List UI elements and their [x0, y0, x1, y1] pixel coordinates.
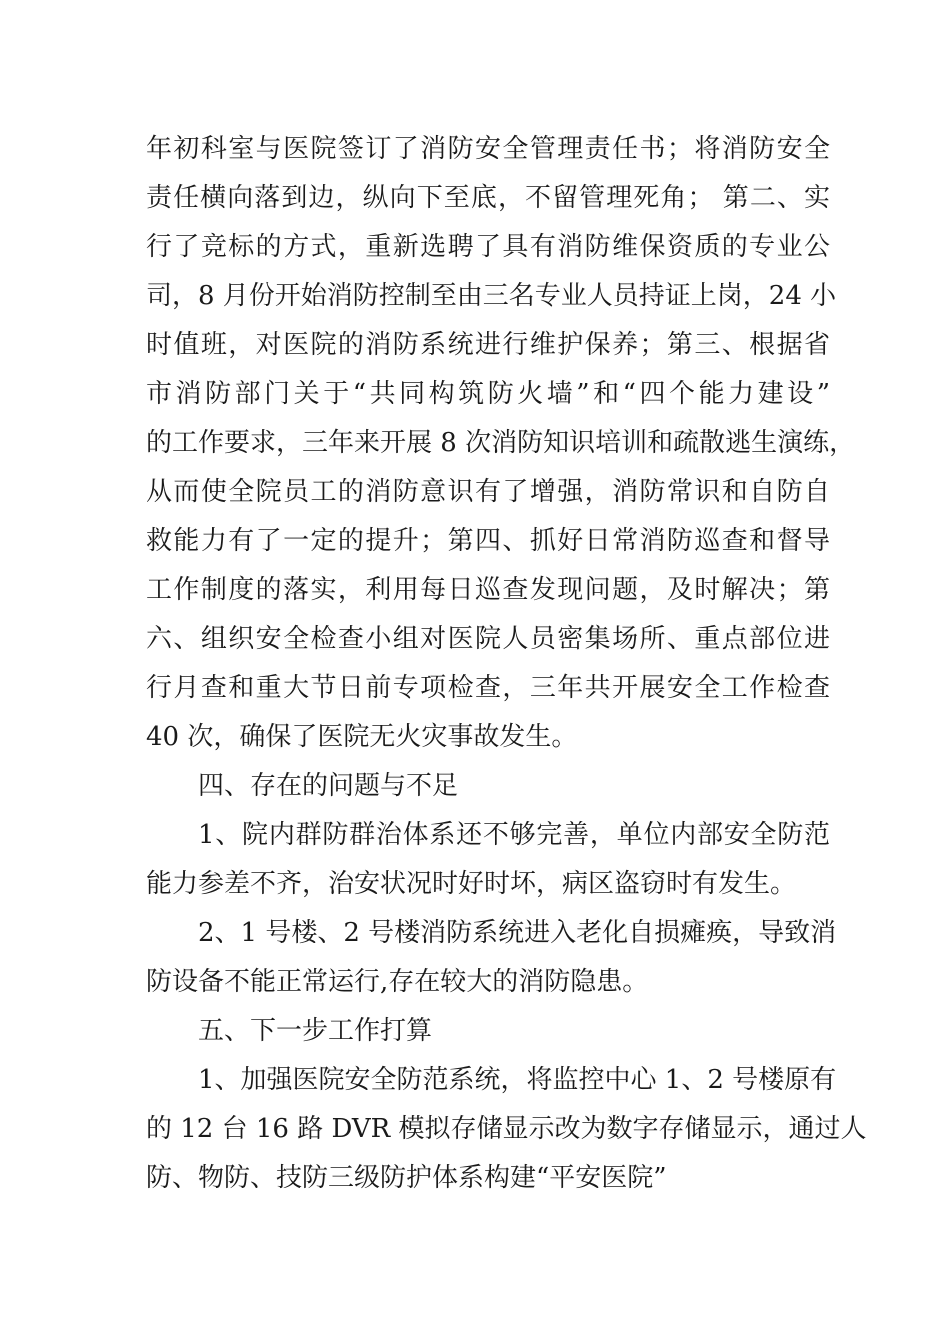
- text-line: 年初科室与医院签订了消防安全管理责任书；将消防安全: [146, 134, 830, 164]
- text-line: 1、院内群防群治体系还不够完善，单位内部安全防范: [198, 820, 830, 850]
- text-line: 六、组织安全检查小组对医院人员密集场所、重点部位进: [146, 624, 830, 654]
- problem-item-2: [146, 909, 837, 1007]
- text-line: 能力参差不齐，治安状况时好时坏，病区盗窃时有发生。: [146, 869, 797, 899]
- section-heading-problems: 四、存在的问题与不足: [198, 771, 459, 801]
- text-line: 从而使全院员工的消防意识有了增强，消防常识和自防自: [146, 477, 830, 507]
- text-line: 防、物防、技防三级防护体系构建“平安医院”: [146, 1163, 667, 1193]
- text-line: 司，8 月份开始消防控制至由三名专业人员持证上岗，24 小: [146, 281, 837, 311]
- text-line: 责任横向落到边，纵向下至底，不留管理死角； 第二、实: [146, 183, 830, 213]
- problem-item-1: [146, 811, 830, 909]
- text-line: 市消防部门关于“共同构筑防火墙”和“四个能力建设”: [146, 379, 830, 409]
- plan-item-1: [146, 1056, 867, 1203]
- paragraph-fire-safety-measures: [146, 125, 856, 762]
- text-line: 40 次，确保了医院无火灾事故发生。: [146, 722, 578, 752]
- text-line: 1、加强医院安全防范系统，将监控中心 1、2 号楼原有: [198, 1065, 837, 1095]
- text-line: 的工作要求，三年来开展 8 次消防知识培训和疏散逃生演练，: [146, 428, 856, 458]
- section-heading-next-steps: 五、下一步工作打算: [198, 1016, 433, 1046]
- text-line: 救能力有了一定的提升；第四、抓好日常消防巡查和督导: [146, 526, 830, 556]
- text-line: 时值班，对医院的消防系统进行维护保养；第三、根据省: [146, 330, 830, 360]
- text-line: 的 12 台 16 路 DVR 模拟存储显示改为数字存储显示，通过人: [146, 1114, 867, 1144]
- text-line: 防设备不能正常运行,存在较大的消防隐患。: [146, 967, 649, 997]
- text-line: 行月查和重大节日前专项检查，三年共开展安全工作检查: [146, 673, 830, 703]
- text-line: 行了竞标的方式，重新选聘了具有消防维保资质的专业公: [146, 232, 830, 262]
- text-line: 工作制度的落实，利用每日巡查发现问题，及时解决；第: [146, 575, 830, 605]
- document-body: [146, 125, 867, 1203]
- text-line: 2、1 号楼、2 号楼消防系统进入老化自损瘫痪，导致消: [198, 918, 837, 948]
